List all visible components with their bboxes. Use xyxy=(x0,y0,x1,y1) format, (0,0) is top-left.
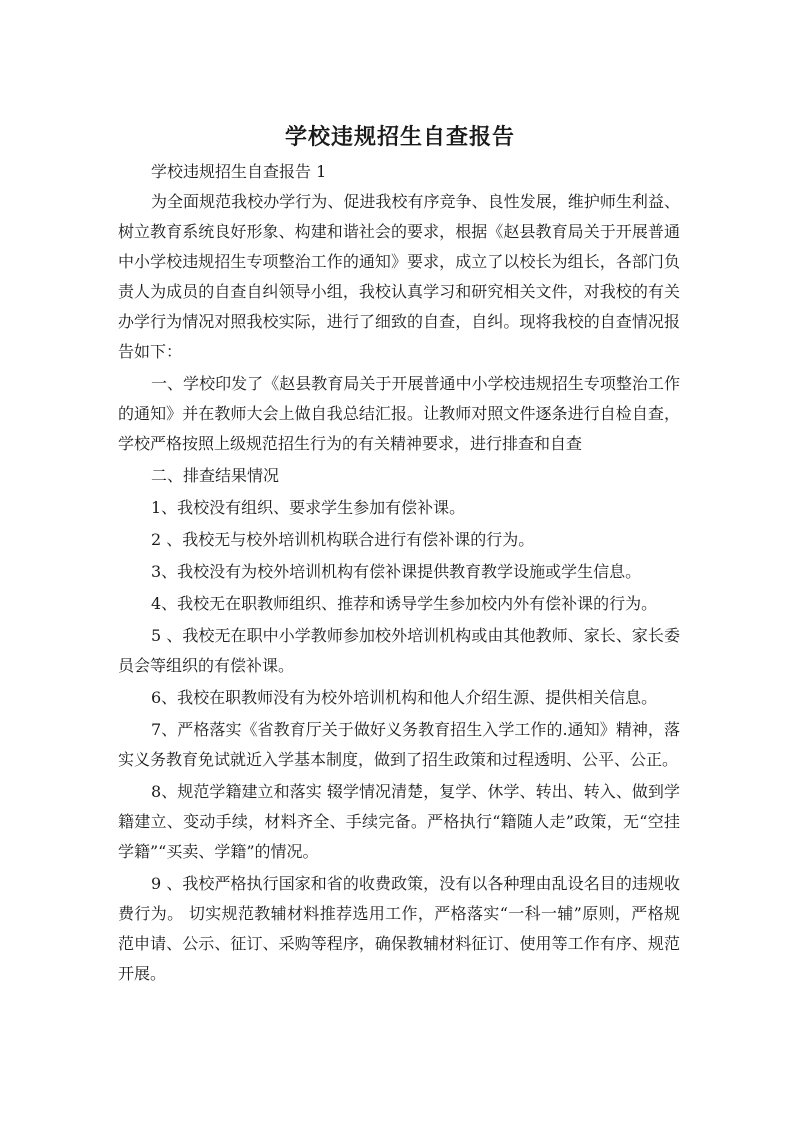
document-body xyxy=(118,157,680,991)
paragraph-item-5: 5 、我校无在职中小学教师参加校外培训机构或由其他教师、家长、家长委员会等组织的有偿补课。 xyxy=(118,626,680,675)
paragraph-item-7: 7、严格落实《省教育厅关于做好义务教育招生入学工作的.通知》精神，落实义务教育免试就近入学基本制度，做到了招生政策和过程透明、公平、公正。 xyxy=(118,720,680,769)
paragraph-section-1: 一、学校印发了《赵县教育局关于开展普通中小学校违规招生专项整治工作的通知》并在教师大会上做自我总结汇报。让教师对照文件逐条进行自检自查，学校严格按照上级规范招生行为的有关精神要求，进行排查和自查 xyxy=(118,374,680,453)
paragraph-item-3: 3、我校没有为校外培训机构有偿补课提供教育教学设施或学生信息。 xyxy=(151,562,642,581)
document-subtitle: 学校违规招生自查报告 1 xyxy=(151,162,327,181)
paragraph-item-8: 8、规范学籍建立和落实 辍学情况清楚，复学、休学、转出、转入、做到学籍建立、变动手续，材料齐全、手续完备。严格执行“籍随人走”政策，无“空挂学籍”“买卖、学籍”的情况。 xyxy=(118,782,680,861)
paragraph-item-1: 1、我校没有组织、要求学生参加有偿补课。 xyxy=(151,498,466,517)
paragraph-item-9: 9 、我校严格执行国家和省的收费政策，没有以各种理由乱设名目的违规收费行为。 切实规范教辅材料推荐选用工作，严格落实“一科一辅”原则，严格规范申请、公示、征订、采购等程序，确保教辅材料征订、使用等工作有序、规范开展。 xyxy=(118,874,680,983)
paragraph-section-2-heading: 二、排查结果情况 xyxy=(151,466,280,485)
paragraph-item-6: 6、我校在职教师没有为校外培训机构和他人介绍生源、提供相关信息。 xyxy=(151,688,658,707)
document-title: 学校违规招生自查报告 xyxy=(284,125,515,150)
paragraph-item-4: 4、我校无在职教师组织、推荐和诱导学生参加校内外有偿补课的行为。 xyxy=(151,594,658,613)
paragraph-item-2: 2 、我校无与校外培训机构联合进行有偿补课的行为。 xyxy=(151,530,535,549)
paragraph-intro: 为全面规范我校办学行为、促进我校有序竞争、良性发展，维护师生利益、树立教育系统良好形象、构建和谐社会的要求，根据《赵县教育局关于开展普通中小学校违规招生专项整治工作的通知》要求，成立了以校长为组长，各部门负责人为成员的自查自纠领导小组，我校认真学习和研究相关文件，对我校的有关办学行为情况对照我校实际，进行了细致的自查，自纠。现将我校的自查情况报告如下： xyxy=(118,192,680,361)
